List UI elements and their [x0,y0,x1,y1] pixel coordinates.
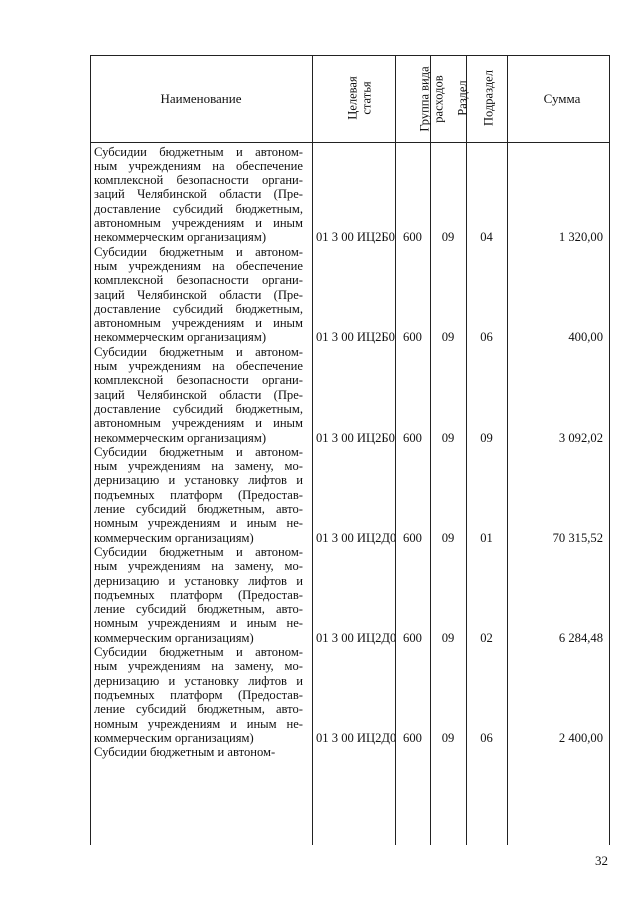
row-name-line: Субсидии бюджетным и автоном- [94,745,276,760]
header-target [345,55,374,142]
row-name-line: Субсидии бюджетным и автоном- [94,144,303,159]
row-code: 01 3 00 ИЦ2Б0 [316,330,395,345]
row-name-line: некоммерческим организациям) [94,330,267,345]
row-name-line: ление субсидий бюджетным, авто- [94,602,303,617]
row-name-line: подъемных платформ (Предостав- [94,587,303,602]
column-border [507,55,508,845]
row-name-line: коммерческим организациям) [94,630,254,645]
page-number: 32 [595,853,608,868]
row-section: 09 [441,430,455,445]
row-name-line: доставление субсидий бюджетным, [94,401,303,416]
row-name-line: ным учреждениям на замену, мо- [94,659,303,674]
header-target-text: Целевая статья [345,76,374,120]
row-name-line: ным учреждениям на замену, мо- [94,559,303,574]
row-sum: 400,00 [568,330,603,345]
row-name-line: коммерческим организациям) [94,730,254,745]
column-border [395,55,396,845]
header-sum: Сумма [543,90,581,106]
row-name-line: дернизацию и установку лифтов и [94,473,303,488]
row-name-line: ным учреждениям на обеспечение [94,158,303,173]
header-group-text: Группа вида расходов [417,66,446,132]
row-group: 600 [403,630,422,645]
row-subsection: 09 [480,430,493,445]
row-name-line: некоммерческим организациям) [94,430,267,445]
row-name-line: ным учреждениям на обеспечение [94,258,303,273]
header-subsection-text: Подраздел [481,70,496,126]
row-name-line: коммерческим организациям) [94,530,254,545]
row-section: 09 [441,630,455,645]
row-group: 600 [403,530,422,545]
row-name-line: комплексной безопасности органи- [94,273,303,288]
row-name-line: Субсидии бюджетным и автоном- [94,544,303,559]
row-name-line: номным учреждениям и иным не- [94,616,303,631]
row-name-line: автономным учреждениям и иным [94,416,303,431]
row-name-line: заций Челябинской области (Пре- [94,387,303,402]
row-name-line: ным учреждениям на обеспечение [94,359,303,373]
header-group [418,56,446,143]
row-section: 09 [441,330,455,345]
row-sum: 3 092,02 [558,430,603,445]
row-subsection: 04 [480,230,493,245]
row-name-line: Субсидии бюджетным и автоном- [94,645,303,659]
row-name-line: номным учреждениям и иным не- [94,716,303,731]
row-name-line: ление субсидий бюджетным, авто- [94,502,303,516]
row-name-line: автономным учреждениям и иным [94,316,303,331]
row-name-line: заций Челябинской области (Пре- [94,287,303,302]
row-code: 01 3 00 ИЦ2Д0 [316,730,397,745]
row-name-line: номным учреждениям и иным не- [94,516,303,531]
row-name-line: подъемных платформ (Предостав- [94,487,303,502]
row-name-line: комплексной безопасности органи- [94,373,303,388]
column-border [430,55,431,845]
row-subsection: 02 [480,630,493,645]
row-sum: 70 315,52 [552,530,603,545]
row-name-line: Субсидии бюджетным и автоном- [94,444,303,459]
row-name-line: Субсидии бюджетным и автоном- [94,244,303,259]
row-name-line: подъемных платформ (Предостав- [94,687,303,702]
row-section: 09 [441,730,455,745]
row-subsection: 06 [480,330,493,345]
row-code: 01 3 00 ИЦ2Д0 [316,630,397,645]
row-code: 01 3 00 ИЦ2Д0 [316,530,397,545]
row-group: 600 [403,330,422,345]
row-name-line: доставление субсидий бюджетным, [94,201,303,216]
row-name-line: некоммерческим организациям) [94,230,267,245]
row-name-line: доставление субсидий бюджетным, [94,301,303,316]
row-code: 01 3 00 ИЦ2Б0 [316,230,395,245]
row-name-line: ление субсидий бюджетным, авто- [94,702,303,717]
row-name-line: дернизацию и установку лифтов и [94,573,303,588]
row-name-line: комплексной безопасности органи- [94,173,303,188]
header-subsection [482,55,496,142]
row-name-line: заций Челябинской области (Пре- [94,187,303,202]
column-border [609,55,610,845]
header-section [456,55,470,142]
header-name: Наименование [160,90,242,106]
header-section-text: Раздел [455,80,470,116]
row-code: 01 3 00 ИЦ2Б0 [316,430,395,445]
column-border [90,55,91,845]
row-sum: 6 284,48 [558,630,603,645]
row-name-line: Субсидии бюджетным и автоном- [94,344,303,359]
row-section: 09 [441,230,455,245]
row-section: 09 [441,530,455,545]
row-sum: 1 320,00 [558,230,603,245]
row-subsection: 01 [480,530,493,545]
row-sum: 2 400,00 [558,730,603,745]
row-subsection: 06 [480,730,493,745]
row-group: 600 [403,430,422,445]
row-name-line: дернизацию и установку лифтов и [94,673,303,688]
column-border [466,55,467,845]
row-name-line: автономным учреждениям и иным [94,216,303,230]
row-group: 600 [403,230,422,245]
row-group: 600 [403,730,422,745]
row-name-line: ным учреждениям на замену, мо- [94,459,303,474]
column-border [312,55,313,845]
row-border [90,142,609,143]
